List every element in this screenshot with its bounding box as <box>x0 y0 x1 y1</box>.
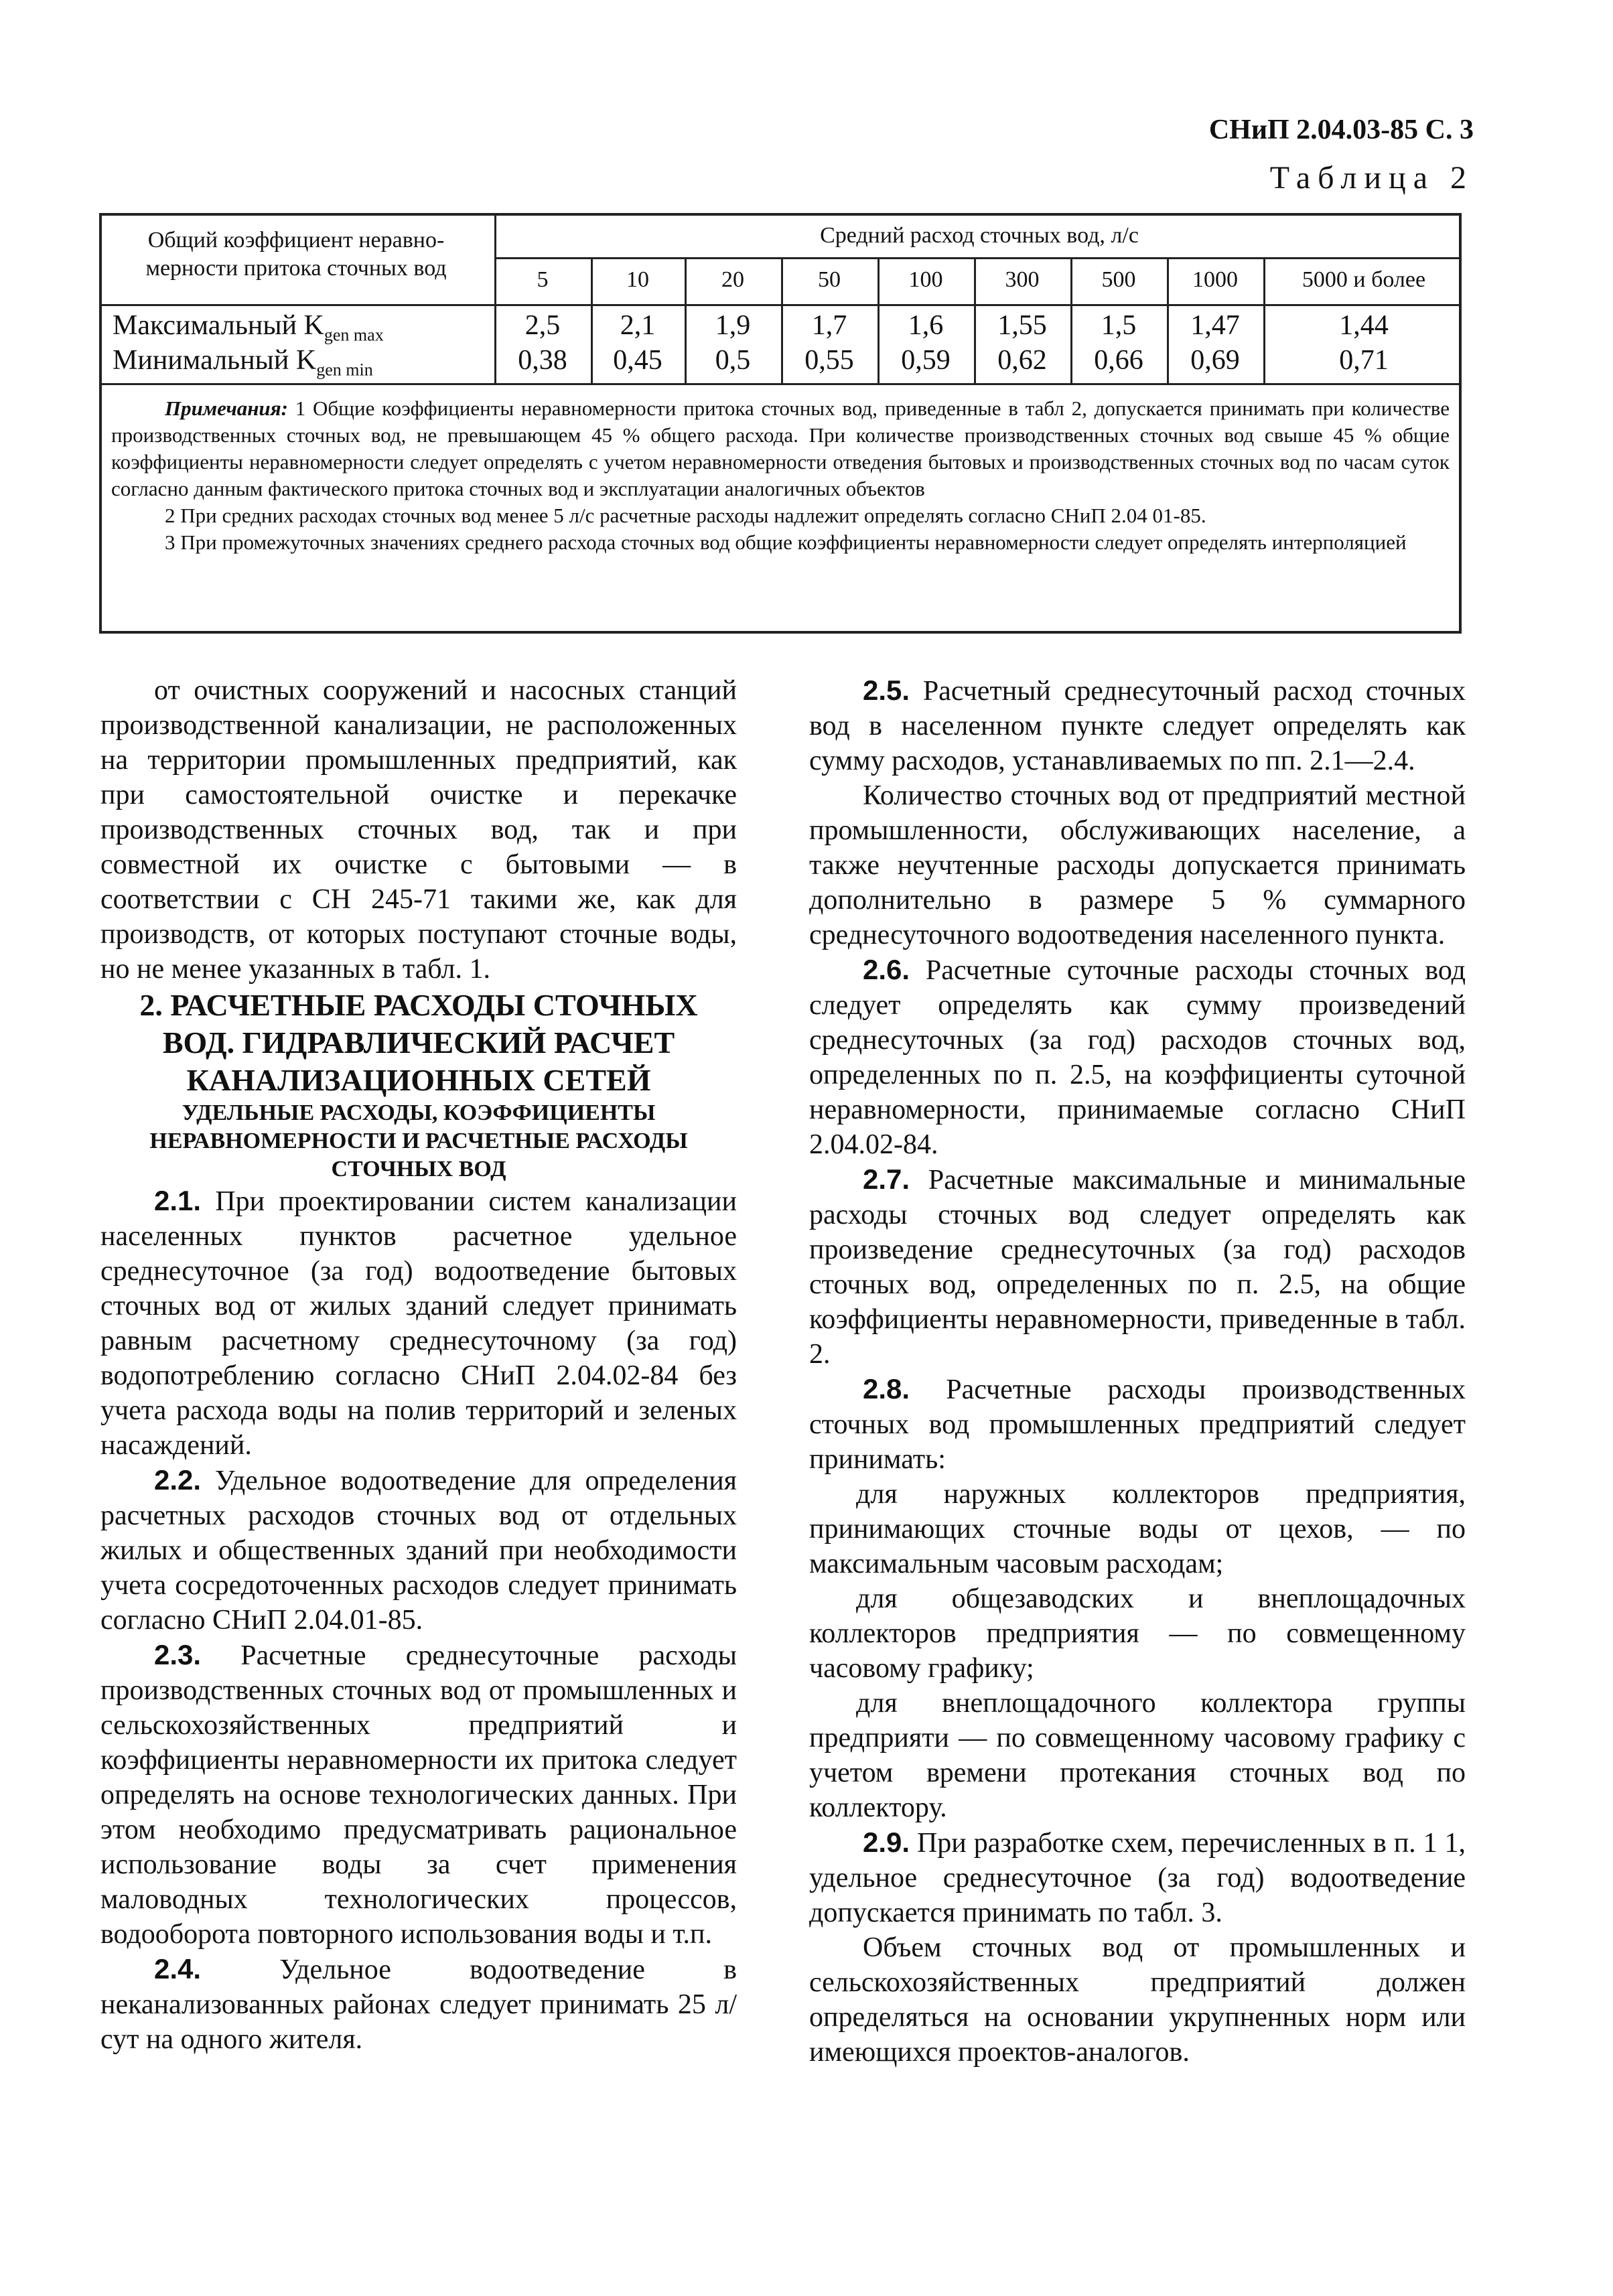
table-cell: 0,55 <box>804 345 854 376</box>
table-cell: 0,66 <box>1094 345 1143 376</box>
table-cell: 0,62 <box>997 345 1047 376</box>
col-header: 10 <box>626 267 649 292</box>
left-column <box>100 673 737 2057</box>
table-cell: 0,45 <box>613 345 662 376</box>
col-header: 1000 <box>1192 267 1238 292</box>
table-cell: 1,7 <box>811 310 847 341</box>
table-cell: 2,1 <box>620 310 656 341</box>
paragraph-2-9: 2.9. При разработке схем, перечисленных в п. 1 1, удельное среднесуточное (за год) водоотведение допускается принимать по табл. 3. <box>809 1826 1466 1928</box>
list-item: для общезаводских и внеплощадочных коллекторов предприятия — по совмещенному часовому графику; <box>809 1583 1466 1684</box>
header-bottom-line <box>102 304 1459 306</box>
paragraph: от очистных сооружений и насосных станций производственной канализации, не расположенных на территории промышленных предприятий, как при самостоятельной очистке и перекачке производственных сточных вод, так и при совместной их очистке с бытовыми — в соответствии с СН 245-71 такими же, как для производств, от которых поступают сточные воды, но не менее указанных в табл. 1. <box>100 675 737 985</box>
col-header: 5000 и более <box>1302 267 1426 292</box>
table-cell: 1,6 <box>908 310 944 341</box>
row-label-max: Максимальный $K_{gen max}$ <box>113 310 384 345</box>
row-label-min: Минимальный $K_{gen min}$ <box>113 345 373 380</box>
values-bottom-line <box>102 383 1459 385</box>
paragraph-2-5: 2.5. Расчетный среднесуточный расход сточных вод в населенном пункте следует определять как сумму расходов, устанавливаемых по пп. 2.1—2.4. <box>809 674 1466 776</box>
section-title: 2. РАСЧЕТНЫЕ РАСХОДЫ СТОЧНЫХ ВОД. ГИДРАВЛИЧЕСКИЙ РАСЧЕТ КАНАЛИЗАЦИОННЫХ СЕТЕЙ <box>139 988 698 1097</box>
table-cell: 0,69 <box>1190 345 1240 376</box>
paragraph-2-2: 2.2. Удельное водоотведение для определения расчетных расходов сточных вод от отдельных жилых и общественных зданий при необходимости учета сосредоточенных расходов следует принимать согласно СНиП 2.04.01-85. <box>100 1464 737 1636</box>
corner-header: Общий коэффициент неравно-мерности притока сточных вод <box>145 228 447 281</box>
page-header: СНиП 2.04.03-85 С. 3 <box>1208 115 1474 145</box>
header-divider <box>494 257 1459 259</box>
table-cell: 1,55 <box>997 310 1047 341</box>
table-cell: 1,44 <box>1339 310 1389 341</box>
col-header: 100 <box>908 267 943 292</box>
col-header: 50 <box>818 267 841 292</box>
table-cell: 0,38 <box>518 345 567 376</box>
table-cell: 1,47 <box>1190 310 1240 341</box>
note-2: 2 При средних расходах сточных вод менее 5 л/с расчетные расходы надлежит определять согласно СНиП 2.04 01-85. <box>165 504 1206 527</box>
list-item: для наружных коллекторов предприятия, принимающих сточные воды от цехов, — по максимальным часовым расходам; <box>809 1479 1466 1579</box>
note-3: 3 При промежуточных значениях среднего расхода сточных вод общие коэффициенты неравномерности следует определять интерполяцией <box>165 530 1407 554</box>
table-cell: 1,5 <box>1101 310 1137 341</box>
paragraph: Количество сточных вод от предприятий местной промышленности, обслуживающих население, а также неучтенные расходы допускается принимать дополнительно в размере 5 % суммарного среднесуточного водоотведения населенного пункта. <box>809 780 1466 950</box>
group-header: Средний расход сточных вод, л/с <box>820 223 1139 248</box>
table-caption: Таблица 2 <box>1269 160 1474 196</box>
col-header: 5 <box>537 267 549 292</box>
table-notes <box>111 395 1450 556</box>
table-cell: 0,59 <box>901 345 951 376</box>
col-header: 500 <box>1101 267 1136 292</box>
table-cell: 0,5 <box>715 345 751 376</box>
col-header: 20 <box>721 267 744 292</box>
paragraph-2-7: 2.7. Расчетные максимальные и минимальные расходы сточных вод следует определять как произведение среднесуточных (за год) расходов сточных вод, определенных по п. 2.5, на общие коэффициенты неравномерности, приведенные в табл. 2. <box>809 1163 1466 1370</box>
paragraph-2-4: 2.4. Удельное водоотведение в неканализованных районах следует принимать 25 л/сут на одного жителя. <box>100 1953 737 2055</box>
subsection-title: УДЕЛЬНЫЕ РАСХОДЫ, КОЭФФИЦИЕНТЫ НЕРАВНОМЕРНОСТИ И РАСЧЕТНЫЕ РАСХОДЫ СТОЧНЫХ ВОД <box>149 1100 688 1181</box>
paragraph-2-6: 2.6. Расчетные суточные расходы сточных вод следует определять как сумму произведений среднесуточных (за год) расходов сточных вод, определенных по п. 2.5, на коэффициенты суточной неравномерности, принимаемые согласно СНиП 2.04.02-84. <box>809 954 1466 1160</box>
col-header: 300 <box>1005 267 1040 292</box>
right-column <box>809 673 1466 2070</box>
paragraph-2-8: 2.8. Расчетные расходы производственных сточных вод промышленных предприятий следует принимать: <box>809 1373 1466 1475</box>
paragraph: Объем сточных вод от промышленных и сельскохозяйственных предприятий должен определяться на основании укрупненных норм или имеющихся проектов-аналогов. <box>809 1932 1466 2068</box>
list-item: для внеплощадочного коллектора группы предприяти — по совмещенному часовому графику с учетом времени протекания сточных вод по коллектору. <box>809 1688 1466 1823</box>
paragraph-2-1: 2.1. При проектировании систем канализации населенных пунктов расчетное удельное среднесуточное (за год) водоотведение бытовых сточных вод от жилых зданий следует принимать равным расчетному среднесуточному (за год) водопотреблению согласно СНиП 2.04.02-84 без учета расхода воды на полив территорий и зеленых насаждений. <box>100 1185 737 1461</box>
paragraph-2-3: 2.3. Расчетные среднесуточные расходы производственных сточных вод от промышленных и сельскохозяйственных предприятий и коэффициенты неравномерности их притока следует определять на основе технологических данных. При этом необходимо предусматривать рациональное использование воды за счет применения маловодных технологических процессов, водооборота повторного использования воды и т.п. <box>100 1639 737 1950</box>
table-cell: 2,5 <box>524 310 561 341</box>
table-cell: 0,71 <box>1339 345 1389 376</box>
table-cell: 1,9 <box>715 310 751 341</box>
note-1: Примечания: 1 Общие коэффициенты неравномерности притока сточных вод, приведенные в табл 2, допускается принимать при количестве производственных сточных вод, не превышающем 45 % общего расхода. При количестве производственных сточных вод свыше 45 % общие коэффициенты неравномерности следует определять с учетом неравномерности отведения бытовых и производственных сточных вод по часам суток согласно данным фактического притока сточных вод и эксплуатации аналогичных объектов <box>111 397 1450 500</box>
coefficients-table <box>99 213 1462 634</box>
